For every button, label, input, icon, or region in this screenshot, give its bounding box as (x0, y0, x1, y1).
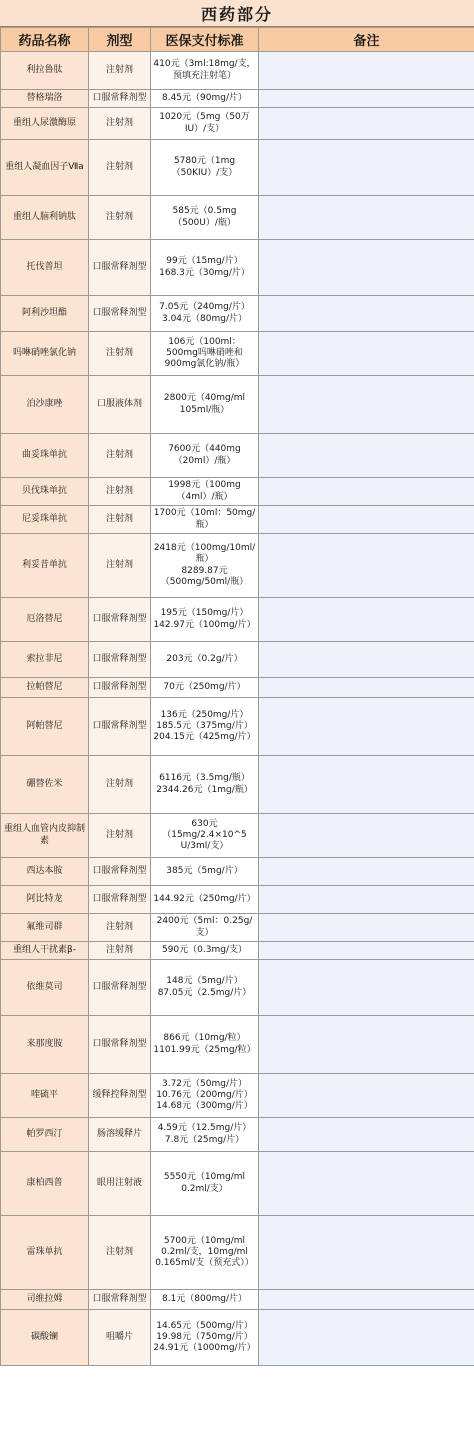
table-row (1, 332, 474, 376)
drug-name-cell: 尼妥珠单抗 (1, 506, 89, 534)
price-cell: 144.92元（250mg/片） (151, 886, 259, 914)
note-cell (259, 240, 474, 296)
note-cell (259, 886, 474, 914)
drug-name-cell: 来那度胺 (1, 1016, 89, 1074)
price-cell: 7600元（440mg（20ml）/瓶） (151, 434, 259, 478)
dosage-form-cell: 注射剂 (89, 332, 151, 376)
dosage-form-cell: 注射剂 (89, 478, 151, 506)
drug-name-cell: 贝伐珠单抗 (1, 478, 89, 506)
dosage-form-cell: 口服常释剂型 (89, 296, 151, 332)
table-row (1, 886, 474, 914)
note-cell (259, 1118, 474, 1152)
price-cell: 8.1元（800mg/片） (151, 1290, 259, 1310)
price-cell: 2800元（40mg/ml 105ml/瓶） (151, 376, 259, 434)
dosage-form-cell: 咀嚼片 (89, 1310, 151, 1366)
drug-name-cell: 曲妥珠单抗 (1, 434, 89, 478)
dosage-form-cell: 口服常释剂型 (89, 886, 151, 914)
drug-table (0, 27, 474, 1366)
table-row (1, 534, 474, 598)
dosage-form-cell: 口服常释剂型 (89, 678, 151, 698)
note-cell (259, 1074, 474, 1118)
price-cell: 3.72元（50mg/片） 10.76元（200mg/片） 14.68元（300mg/片） (151, 1074, 259, 1118)
dosage-form-cell: 注射剂 (89, 506, 151, 534)
drug-name-cell: 泊沙康唑 (1, 376, 89, 434)
note-cell (259, 332, 474, 376)
dosage-form-cell: 口服常释剂型 (89, 1016, 151, 1074)
note-cell (259, 1016, 474, 1074)
table-row (1, 698, 474, 756)
note-cell (259, 478, 474, 506)
dosage-form-cell: 注射剂 (89, 534, 151, 598)
drug-name-cell: 雷珠单抗 (1, 1216, 89, 1290)
dosage-form-cell: 注射剂 (89, 196, 151, 240)
note-cell (259, 1310, 474, 1366)
table-row (1, 814, 474, 858)
dosage-form-cell: 注射剂 (89, 1216, 151, 1290)
note-cell (259, 960, 474, 1016)
dosage-form-cell: 口服常释剂型 (89, 240, 151, 296)
drug-name-cell: 厄洛替尼 (1, 598, 89, 642)
note-cell (259, 942, 474, 960)
drug-name-cell: 重组人干扰素β- (1, 942, 89, 960)
dosage-form-cell: 注射剂 (89, 756, 151, 814)
note-cell (259, 698, 474, 756)
dosage-form-cell: 口服常释剂型 (89, 698, 151, 756)
price-cell: 2400元（5ml：0.25g/支） (151, 914, 259, 942)
table-body (1, 52, 474, 1366)
dosage-form-cell: 眼用注射液 (89, 1152, 151, 1216)
dosage-form-cell: 注射剂 (89, 140, 151, 196)
note-cell (259, 1216, 474, 1290)
table-row (1, 1310, 474, 1366)
price-cell: 5700元（10mg/ml 0.2ml/支，10mg/ml 0.165ml/支（预充式）） (151, 1216, 259, 1290)
drug-name-cell: 吗啉硝唑氯化钠 (1, 332, 89, 376)
price-cell: 106元（100ml：500mg吗啉硝唑和900mg氯化钠/瓶） (151, 332, 259, 376)
note-cell (259, 296, 474, 332)
column-header-name: 药品名称 (1, 28, 89, 52)
dosage-form-cell: 肠溶缓释片 (89, 1118, 151, 1152)
price-cell: 5550元（10mg/ml 0.2ml/支） (151, 1152, 259, 1216)
table-row (1, 858, 474, 886)
price-cell: 1700元（10ml：50mg/瓶） (151, 506, 259, 534)
drug-name-cell: 重组人凝血因子Ⅶa (1, 140, 89, 196)
column-header-note: 备注 (259, 28, 474, 52)
drug-name-cell: 利妥昔单抗 (1, 534, 89, 598)
dosage-form-cell: 注射剂 (89, 434, 151, 478)
note-cell (259, 434, 474, 478)
table-row (1, 90, 474, 108)
price-cell: 8.45元（90mg/片） (151, 90, 259, 108)
price-cell: 630元（15mg/2.4×10^5 U/3ml/支） (151, 814, 259, 858)
drug-name-cell: 司维拉姆 (1, 1290, 89, 1310)
price-cell: 70元（250mg/片） (151, 678, 259, 698)
table-row (1, 478, 474, 506)
table-row (1, 598, 474, 642)
dosage-form-cell: 口服液体剂 (89, 376, 151, 434)
note-cell (259, 914, 474, 942)
table-row (1, 240, 474, 296)
price-cell: 4.59元（12.5mg/片） 7.8元（25mg/片） (151, 1118, 259, 1152)
table-row (1, 196, 474, 240)
price-cell: 136元（250mg/片） 185.5元（375mg/片） 204.15元（425mg/片） (151, 698, 259, 756)
drug-name-cell: 重组人脑利钠肽 (1, 196, 89, 240)
drug-name-cell: 托伐普坦 (1, 240, 89, 296)
table-row (1, 1074, 474, 1118)
note-cell (259, 52, 474, 90)
drug-name-cell: 重组人血管内皮抑制素 (1, 814, 89, 858)
note-cell (259, 376, 474, 434)
dosage-form-cell: 口服常释剂型 (89, 598, 151, 642)
drug-name-cell: 拉帕替尼 (1, 678, 89, 698)
note-cell (259, 1152, 474, 1216)
note-cell (259, 1290, 474, 1310)
table-row (1, 960, 474, 1016)
drug-name-cell: 氟维司群 (1, 914, 89, 942)
table-row (1, 1216, 474, 1290)
note-cell (259, 90, 474, 108)
dosage-form-cell: 缓释控释剂型 (89, 1074, 151, 1118)
table-row (1, 1016, 474, 1074)
note-cell (259, 506, 474, 534)
drug-name-cell: 重组人尿激酶原 (1, 108, 89, 140)
column-header-form: 剂型 (89, 28, 151, 52)
table-row (1, 678, 474, 698)
page-title: 西药部分 (0, 0, 474, 27)
table-row (1, 140, 474, 196)
table-row (1, 376, 474, 434)
price-cell: 585元（0.5mg（500U）/瓶） (151, 196, 259, 240)
dosage-form-cell: 注射剂 (89, 814, 151, 858)
table-row (1, 506, 474, 534)
note-cell (259, 814, 474, 858)
price-cell: 6116元（3.5mg/瓶） 2344.26元（1mg/瓶） (151, 756, 259, 814)
drug-name-cell: 硼替佐米 (1, 756, 89, 814)
table-row (1, 1152, 474, 1216)
price-cell: 148元（5mg/片） 87.05元（2.5mg/片） (151, 960, 259, 1016)
drug-name-cell: 喹硫平 (1, 1074, 89, 1118)
note-cell (259, 642, 474, 678)
drug-name-cell: 替格瑞洛 (1, 90, 89, 108)
price-cell: 5780元（1mg（50KIU）/支） (151, 140, 259, 196)
price-cell: 590元（0.3mg/支） (151, 942, 259, 960)
note-cell (259, 858, 474, 886)
drug-name-cell: 索拉非尼 (1, 642, 89, 678)
note-cell (259, 196, 474, 240)
price-cell: 203元（0.2g/片） (151, 642, 259, 678)
price-cell: 99元（15mg/片） 168.3元（30mg/片） (151, 240, 259, 296)
dosage-form-cell: 口服常释剂型 (89, 90, 151, 108)
drug-name-cell: 康柏西普 (1, 1152, 89, 1216)
dosage-form-cell: 口服常释剂型 (89, 858, 151, 886)
price-cell: 410元（3ml:18mg/支，预填充注射笔） (151, 52, 259, 90)
note-cell (259, 534, 474, 598)
table-header-row (1, 28, 474, 52)
dosage-form-cell: 注射剂 (89, 914, 151, 942)
price-cell: 195元（150mg/片） 142.97元（100mg/片） (151, 598, 259, 642)
table-row (1, 108, 474, 140)
table-row (1, 942, 474, 960)
note-cell (259, 678, 474, 698)
note-cell (259, 108, 474, 140)
drug-name-cell: 阿比特龙 (1, 886, 89, 914)
drug-name-cell: 阿帕替尼 (1, 698, 89, 756)
drug-name-cell: 依维莫司 (1, 960, 89, 1016)
price-cell: 1020元（5mg（50万IU）/支） (151, 108, 259, 140)
price-cell: 7.05元（240mg/片） 3.04元（80mg/片） (151, 296, 259, 332)
price-cell: 2418元（100mg/10ml/瓶） 8289.87元（500mg/50ml/瓶） (151, 534, 259, 598)
table-row (1, 52, 474, 90)
drug-name-cell: 西达本胺 (1, 858, 89, 886)
table-row (1, 642, 474, 678)
drug-name-cell: 利拉鲁肽 (1, 52, 89, 90)
table-row (1, 1290, 474, 1310)
drug-name-cell: 帕罗西汀 (1, 1118, 89, 1152)
dosage-form-cell: 注射剂 (89, 52, 151, 90)
column-header-price: 医保支付标准 (151, 28, 259, 52)
note-cell (259, 598, 474, 642)
table-row (1, 756, 474, 814)
drug-name-cell: 阿利沙坦酯 (1, 296, 89, 332)
table-row (1, 296, 474, 332)
price-cell: 866元（10mg/粒） 1101.99元（25mg/粒） (151, 1016, 259, 1074)
dosage-form-cell: 口服常释剂型 (89, 1290, 151, 1310)
dosage-form-cell: 口服常释剂型 (89, 960, 151, 1016)
table-row (1, 434, 474, 478)
note-cell (259, 756, 474, 814)
price-cell: 14.65元（500mg/片） 19.98元（750mg/片） 24.91元（1000mg/片） (151, 1310, 259, 1366)
price-cell: 1998元（100mg（4ml）/瓶） (151, 478, 259, 506)
dosage-form-cell: 注射剂 (89, 108, 151, 140)
note-cell (259, 140, 474, 196)
dosage-form-cell: 注射剂 (89, 942, 151, 960)
table-row (1, 1118, 474, 1152)
table-row (1, 914, 474, 942)
dosage-form-cell: 口服常释剂型 (89, 642, 151, 678)
drug-name-cell: 碳酸镧 (1, 1310, 89, 1366)
price-cell: 385元（5mg/片） (151, 858, 259, 886)
